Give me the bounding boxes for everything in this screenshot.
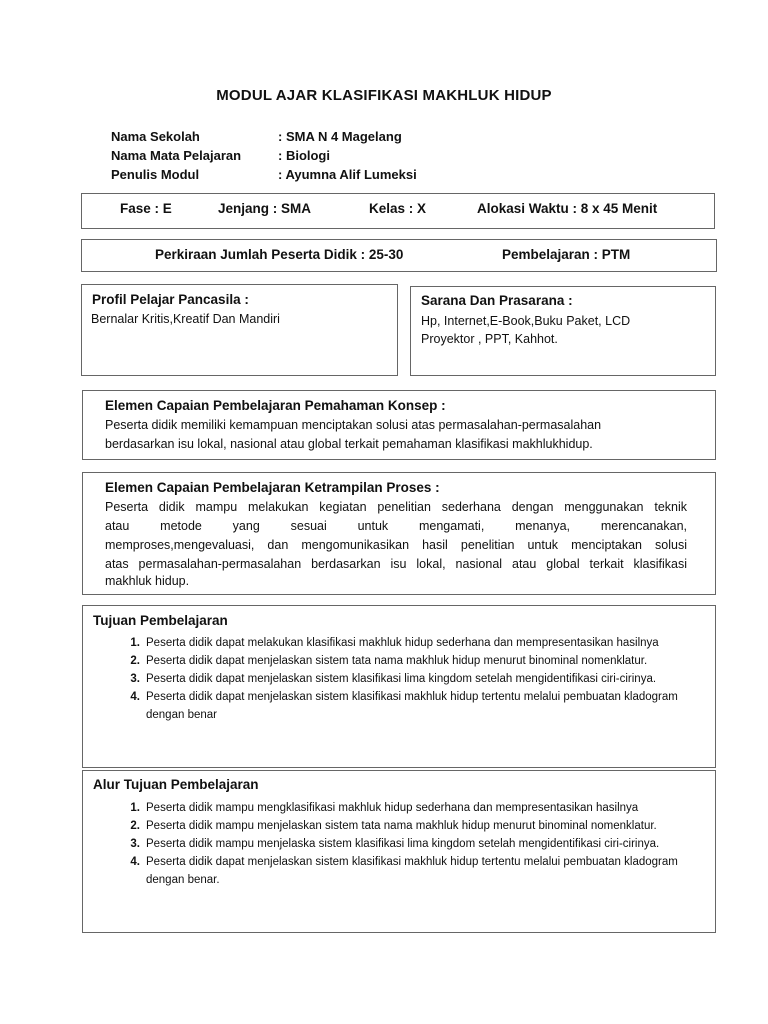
- list-item-number: 2.: [130, 655, 140, 667]
- time-allocation-label: Alokasi Waktu : 8 x 45 Menit: [477, 201, 658, 216]
- list-item: [118, 835, 708, 853]
- list-item: [118, 652, 708, 670]
- list-item-number: 3.: [130, 838, 140, 850]
- info-block: [111, 127, 611, 184]
- profile-heading: Profil Pelajar Pancasila :: [92, 292, 249, 307]
- list-item-text: Peserta didik dapat melakukan klasifikasi makhluk hidup sederhana dan mempresentasikan hasilnya: [146, 637, 659, 649]
- process-element-line-5: makhluk hidup.: [105, 574, 190, 588]
- facilities-box: [410, 286, 716, 376]
- facilities-text-line-1: Hp, Internet,E-Book,Buku Paket, LCD: [421, 314, 631, 328]
- list-item: [118, 634, 708, 652]
- learning-objectives-list: [118, 634, 708, 724]
- list-item: [118, 670, 708, 688]
- list-item-number: 4.: [130, 691, 140, 703]
- process-element-line-2: atau metode yang sesuai untuk mengamati, menanya, merencanakan,: [105, 519, 687, 533]
- info-value-subject: : Biologi: [278, 148, 330, 163]
- learning-flow-list: [118, 799, 708, 889]
- info-value-author: : Ayumna Alif Lumeksi: [278, 167, 417, 182]
- list-item-number: 3.: [130, 673, 140, 685]
- list-item-number: 4.: [130, 856, 140, 868]
- concept-element-heading: Elemen Capaian Pembelajaran Pemahaman Konsep :: [105, 398, 446, 413]
- list-item-number: 1.: [130, 637, 140, 649]
- list-item: [118, 799, 708, 817]
- list-item: [118, 688, 708, 724]
- list-item-number: 2.: [130, 820, 140, 832]
- profile-text: Bernalar Kritis,Kreatif Dan Mandiri: [91, 312, 280, 326]
- process-element-line-4: atas permasalahan-permasalahan berdasarkan isu lokal, nasional atau global terkait klasifikasi: [105, 557, 687, 571]
- info-label-author: Penulis Modul: [111, 167, 200, 182]
- process-element-heading: Elemen Capaian Pembelajaran Ketrampilan Proses :: [105, 480, 440, 495]
- list-item-text: Peserta didik mampu menjelaskan sistem tata nama makhluk hidup menurut binominal nomenklatur.: [146, 820, 657, 832]
- class-label: Kelas : X: [369, 201, 427, 216]
- process-element-line-3: memproses,mengevaluasi, dan mengomunikasikan hasil penelitian untuk menciptakan solusi: [105, 538, 687, 552]
- process-element-line-1: Peserta didik mampu melakukan kegiatan penelitian sederhana dengan menggunakan teknik: [105, 500, 687, 514]
- profile-box: [81, 284, 398, 376]
- learning-mode-label: Pembelajaran : PTM: [502, 247, 631, 262]
- list-item: [118, 817, 708, 835]
- info-label-subject: Nama Mata Pelajaran: [111, 148, 242, 163]
- participant-count-label: Perkiraan Jumlah Peserta Didik : 25-30: [155, 247, 404, 262]
- concept-element-box: [82, 390, 716, 460]
- learning-objectives-heading: Tujuan Pembelajaran: [93, 613, 228, 628]
- list-item-text: Peserta didik mampu mengklasifikasi makhluk hidup sederhana dan mempresentasikan hasilnya: [146, 802, 639, 814]
- list-item-text: Peserta didik dapat menjelaskan sistem tata nama makhluk hidup menurut binominal nomenklatur.: [146, 655, 648, 667]
- list-item-text: Peserta didik dapat menjelaskan sistem klasifikasi lima kingdom setelah mengidentifikasi ciri-cirinya.: [146, 673, 657, 685]
- level-label: Jenjang : SMA: [218, 201, 312, 216]
- list-item: [118, 853, 708, 889]
- learning-flow-box: [82, 770, 716, 933]
- facilities-heading: Sarana Dan Prasarana :: [421, 293, 573, 308]
- phase-label: Fase : E: [120, 201, 172, 216]
- participants-box: [81, 239, 717, 272]
- list-item-text: Peserta didik mampu menjelaska sistem klasifikasi lima kingdom setelah mengidentifikasi ciri-cirinya.: [146, 838, 660, 850]
- learning-flow-heading: Alur Tujuan Pembelajaran: [93, 777, 259, 792]
- facilities-text-line-2: Proyektor , PPT, Kahhot.: [421, 332, 558, 346]
- concept-element-line-1: Peserta didik memiliki kemampuan menciptakan solusi atas permasalahan-permasalahan: [105, 418, 602, 432]
- info-label-school: Nama Sekolah: [111, 129, 200, 144]
- list-item-text: Peserta didik dapat menjelaskan sistem klasifikasi makhluk hidup tertentu melalui pembuatan kladogram dengan benar.: [146, 856, 678, 886]
- learning-objectives-box: [82, 605, 716, 768]
- process-element-box: [82, 472, 716, 595]
- list-item-text: Peserta didik dapat menjelaskan sistem klasifikasi makhluk hidup tertentu melalui pembuatan kladogram dengan benar: [146, 691, 678, 721]
- page-title: MODUL AJAR KLASIFIKASI MAKHLUK HIDUP: [216, 87, 552, 104]
- info-value-school: : SMA N 4 Magelang: [278, 129, 402, 144]
- list-item-number: 1.: [130, 802, 140, 814]
- concept-element-line-2: berdasarkan isu lokal, nasional atau global terkait pemahaman klasifikasi makhlukhidup.: [105, 437, 593, 451]
- phase-info-box: [81, 193, 715, 229]
